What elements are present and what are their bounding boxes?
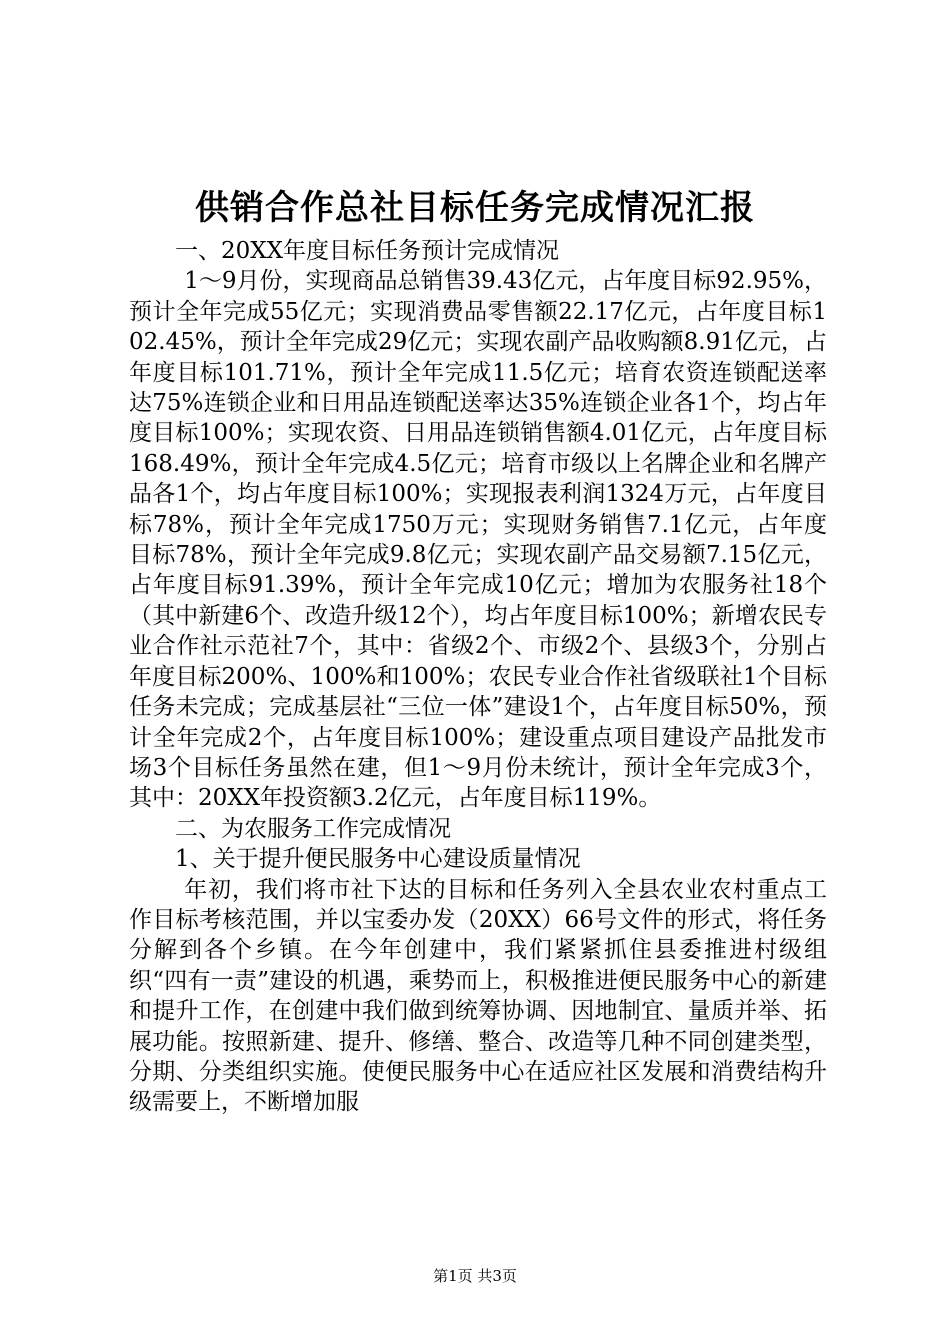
document-body <box>129 236 827 1118</box>
subsection-heading-1: 1、关于提升便民服务中心建设质量情况 <box>175 846 581 873</box>
paragraph-targets-summary: 1～9月份，实现商品总销售39.43亿元，占年度目标92.95%，预计全年完成55亿元；实现消费品零售额22.17亿元，占年度目标102.45%，预计全年完成29亿元；实现农副产品收购额8.91亿元，占年度目标101.71%，预计全年完成11.5亿元；培育农资连锁配送率达75%连锁企业和日用品连锁配送率达35%连锁企业各1个，均占年度目标100%；实现农资、日用品连锁销售额4.01亿元，占年度目标168.49%，预计全年完成4.5亿元；培育市级以上名牌企业和名牌产品各1个，均占年度目标100%；实现报表利润1324万元，占年度目标78%，预计全年完成1750万元；实现财务销售7.1亿元，占年度目标78%，预计全年完成9.8亿元；实现农副产品交易额7.15亿元，占年度目标91.39%，预计全年完成10亿元；增加为农服务社18个（其中新建6个、改造升级12个），均占年度目标100%；新增农民专业合作社示范社7个，其中：省级2个、市级2个、县级3个，分别占年度目标200%、100%和100%；农民专业合作社省级联社1个目标任务未完成；完成基层社“三位一体”建设1个，占年度目标50%，预计全年完成2个，占年度目标100%；建设重点项目建设产品批发市场3个目标任务虽然在建，但1～9月份未统计，预计全年完成3个，其中：20XX年投资额3.2亿元，占年度目标119%。 <box>129 268 827 812</box>
page-footer: 第1页 共3页 <box>433 1267 517 1285</box>
section-heading-2: 二、为农服务工作完成情况 <box>175 815 451 842</box>
document-title: 供销合作总社目标任务完成情况汇报 <box>195 188 755 228</box>
section-heading-1: 一、20XX年度目标任务预计完成情况 <box>175 238 560 264</box>
paragraph-service-center: 年初，我们将市社下达的目标和任务列入全县农业农村重点工作目标考核范围，并以宝委办发（20XX）66号文件的形式，将任务分解到各个乡镇。在今年创建中，我们紧紧抓住县委推进村级组织“四有一责”建设的机遇，乘势而上，积极推进便民服务中心的新建和提升工作，在创建中我们做到统筹协调、因地制宜、量质并举、拓展功能。按照新建、提升、修缮、整合、改造等几种不同创建类型，分期、分类组织实施。使便民服务中心在适应社区发展和消费结构升级需要上，不断增加服 <box>129 876 827 1116</box>
